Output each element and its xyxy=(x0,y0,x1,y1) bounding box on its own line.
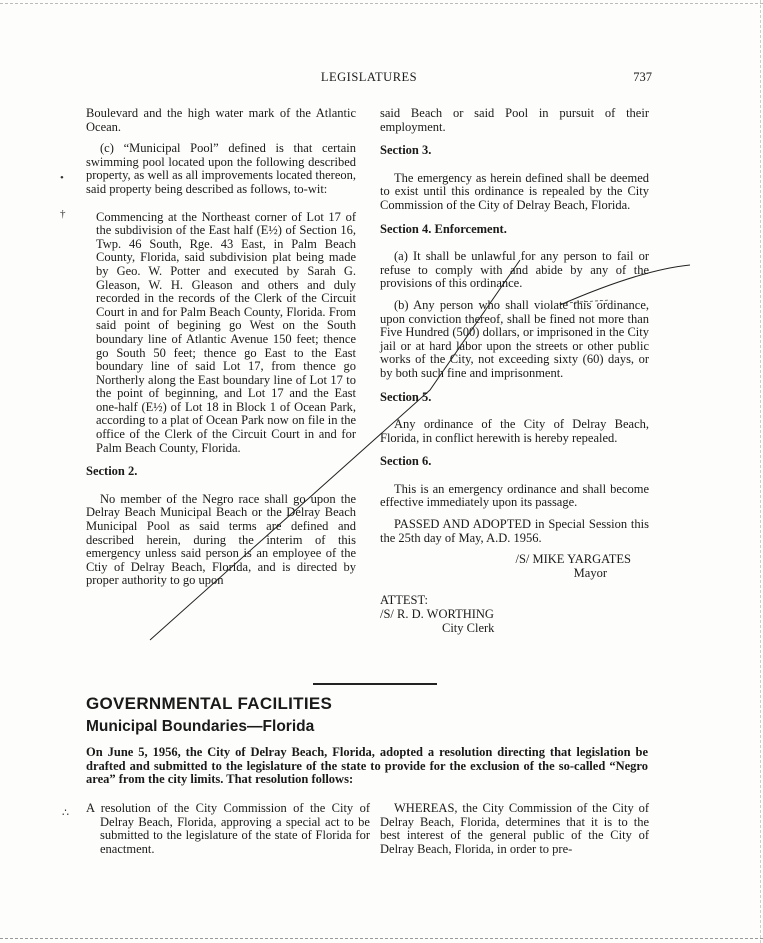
section-heading: Section 4. Enforcement. xyxy=(380,221,507,236)
section-intro: On June 5, 1956, the City of Delray Beach, Florida, adopted a resolution directing that legislation be drafted and submitted to the legislature of the state to provide for the exclusion of the so-called “Negro area” from the city limits. That resolution follows: xyxy=(86,745,648,787)
section-heading: Section 6. xyxy=(380,454,432,469)
paragraph: The emergency as herein defined shall be deemed to exist until this ordinance is repealed by the City Commission of the City of Delray Beach, Florida. xyxy=(380,170,649,212)
paragraph: WHEREAS, the City Commission of the City of Delray Beach, Florida, determines that it is to the best interest of the general public of the City of Delray Beach, Florida, in order to pre- xyxy=(380,801,649,856)
paragraph: (c) “Municipal Pool” defined is that certain swimming pool located upon the following described property, as well as all improvements located thereon, said property being described as follows, to-wit: xyxy=(86,141,356,196)
property-description: Commencing at the Northeast corner of Lot 17 of the subdivision of the East half (E½) of Section 16, Twp. 46 South, Rge. 43 East, in Palm Beach County, Florida, said subdivision plat being made by Geo. W. Potter and executed by Sarah G. Gleason, W. H. Gleason and others and duly recorded in the records of the Clerk of the Circuit Court in and for Palm Beach County, Florida. From said point of begining go West on the South boundary line of Atlantic Avenue 150 feet; thence go South 50 feet; thence go East to the East boundary line of said Lot 17, from thence go Northerly along the East boundary line of Lot 17 to the point of beginning, and Lot 17 and the East one-half (E½) of Lot 18 in Block 1 of Ocean Park, according to a plat of Ocean Park now on file in the office of the Clerk of the Circuit Court in and for Palm Beach County, Florida. xyxy=(96,209,356,455)
clerk-title: City Clerk xyxy=(442,620,495,635)
paragraph: This is an emergency ordinance and shall become effective immediately upon its passage. xyxy=(380,481,649,510)
paragraph: said Beach or said Pool in pursuit of their employment. xyxy=(380,106,649,134)
page-number: 737 xyxy=(633,70,652,84)
mayor-signature: /S/ MIKE YARGATES xyxy=(515,552,631,567)
section-heading: Section 5. xyxy=(380,389,432,404)
paragraph: A resolution of the City Commission of the City of Delray Beach, Florida, approving a special act to be submitted to the legislature of the state of Florida for enactment. xyxy=(86,801,370,856)
margin-mark: • xyxy=(60,172,64,184)
section-heading: Section 2. xyxy=(86,464,138,479)
scan-edge-bottom xyxy=(0,938,763,939)
passed-adopted: PASSED AND ADOPTED in Special Session this the 25th day of May, A.D. 1956. xyxy=(380,517,649,545)
mayor-title: Mayor xyxy=(573,565,607,580)
attest-label: ATTEST: xyxy=(380,593,428,608)
paragraph: (a) It shall be unlawful for any person to fail or refuse to comply with and abide by any of the provisions of this ordinance. xyxy=(380,249,649,291)
paragraph: Any ordinance of the City of Delray Beach, Florida, in conflict herewith is hereby repealed. xyxy=(380,417,649,445)
margin-mark: ∴ xyxy=(62,807,69,819)
section-subtitle: Municipal Boundaries—Florida xyxy=(86,718,315,735)
pen-stroke xyxy=(150,260,520,640)
pen-stroke xyxy=(560,265,690,305)
paragraph: No member of the Negro race shall go upon the Delray Beach Municipal Beach or the Delray Beach Municipal Pool as said terms are defined and described herein, during the interim of this emergency unless said person is an employee of the Ctiy of Delray Beach, Florida, and is directed by proper authority to go upon xyxy=(86,491,356,588)
running-head: LEGISLATURES xyxy=(320,70,418,84)
paragraph: (b) Any person who shall violate this ordinance, upon conviction thereof, shall be fined not more than Five Hundred (500) dollars, or imprisoned in the City jail or at hard labor upon the streets or other public works of the City, not exceeding sixty (60) days, or by both such fine and imprisonment. xyxy=(380,297,649,380)
margin-mark: † xyxy=(60,208,66,220)
section-title: GOVERNMENTAL FACILITIES xyxy=(86,694,333,713)
paragraph: Boulevard and the high water mark of the Atlantic Ocean. xyxy=(86,106,356,134)
clerk-signature: /S/ R. D. WORTHING xyxy=(380,607,494,622)
section-heading: Section 3. xyxy=(380,143,432,158)
